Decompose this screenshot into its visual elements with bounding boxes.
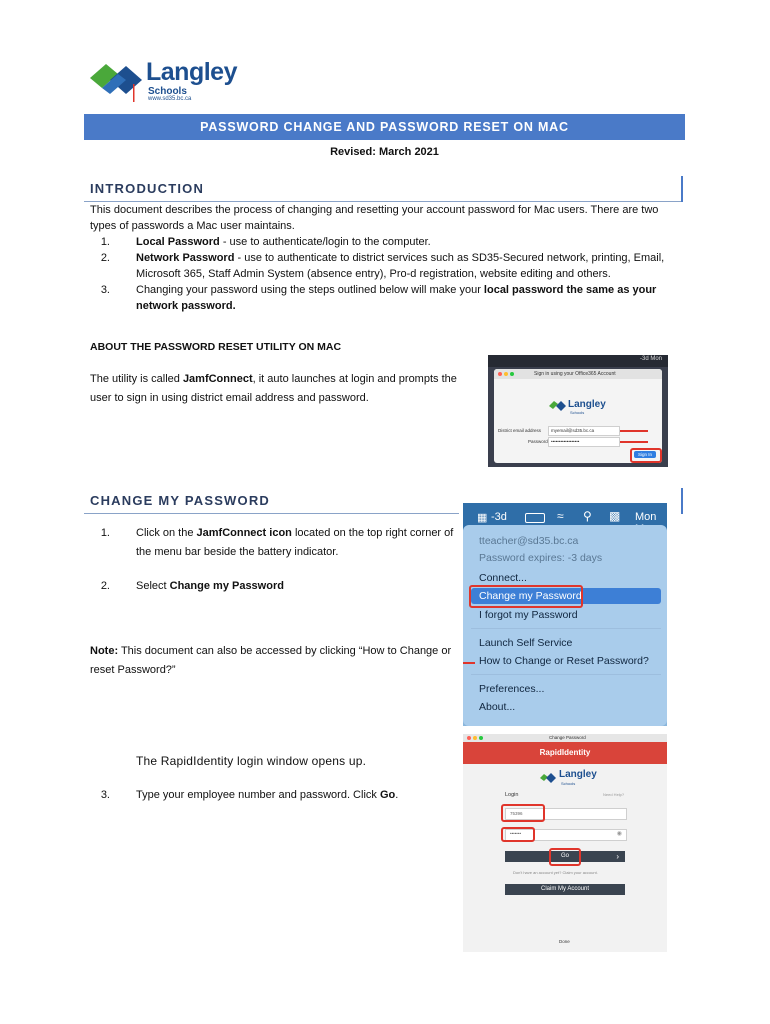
list-text: [136, 234, 696, 250]
dropdown-menu: [463, 525, 667, 726]
shot-logo-schools: Schools: [561, 781, 576, 786]
step-number: 1.: [100, 527, 110, 539]
signin-window: [494, 369, 662, 463]
langley-logo: [88, 58, 248, 104]
step-pre: Type your employee number and password. Click: [136, 789, 380, 801]
email-field[interactable]: [548, 426, 620, 436]
rapididentity-screenshot: [463, 734, 667, 952]
jamf-menu-screenshot: [463, 503, 667, 726]
menubar-badge: -3d: [491, 511, 507, 523]
note-paragraph: [90, 642, 460, 680]
step-bold: Go: [379, 789, 396, 801]
list-bold: Local Password: [136, 236, 220, 248]
step-pre: Click on the: [136, 527, 197, 539]
document-title: PASSWORD CHANGE AND PASSWORD RESET ON MAC: [84, 114, 685, 140]
about-pre: The utility is called: [90, 373, 183, 385]
menu-how-to[interactable]: How to Change or Reset Password?: [479, 655, 649, 667]
wifi-icon: ≈: [557, 509, 564, 523]
zoom-icon[interactable]: [479, 736, 483, 740]
langley-mark-icon: [539, 772, 559, 784]
close-icon[interactable]: [467, 736, 471, 740]
window-titlebar: [494, 369, 662, 379]
window-title: Sign in using your Office365 Account: [534, 371, 616, 377]
red-arrow: [463, 662, 475, 664]
minimize-icon[interactable]: [504, 372, 508, 376]
password-value: •••••••: [510, 831, 522, 836]
menu-self-service[interactable]: Launch Self Service: [479, 637, 573, 649]
red-arrow: [620, 441, 648, 443]
done-button[interactable]: Done: [559, 939, 570, 944]
intro-heading: INTRODUCTION: [90, 181, 205, 196]
menu-about[interactable]: About...: [479, 701, 516, 713]
no-account-link[interactable]: Don't have an account yet? Claim your account.: [513, 870, 598, 875]
eye-icon[interactable]: ◉: [616, 831, 622, 837]
password-field[interactable]: [548, 437, 620, 447]
red-arrow: [620, 430, 648, 432]
minimize-icon[interactable]: [473, 736, 477, 740]
list-number: 1.: [100, 236, 110, 248]
menu-forgot-password[interactable]: I forgot my Password: [479, 609, 578, 621]
rapididentity-header: RapidIdentity: [463, 742, 667, 764]
menu-preferences[interactable]: Preferences...: [479, 683, 545, 695]
list-bold: Network Password: [136, 252, 235, 264]
highlight-box: [469, 585, 583, 608]
note-rest: This document can also be accessed by clicking “How to Change or reset Password?”: [90, 645, 452, 676]
step-bold: Change my Password: [169, 580, 284, 592]
window-title: Change Password: [549, 735, 586, 740]
email-value: myemail@sd35.bc.ca: [551, 428, 595, 433]
note-bold: Note:: [90, 645, 119, 657]
control-center-icon[interactable]: ▩: [609, 509, 621, 523]
zoom-icon[interactable]: [510, 372, 514, 376]
menu-separator: [471, 674, 661, 675]
section-rule: [84, 513, 459, 514]
menu-connect[interactable]: Connect...: [479, 572, 527, 584]
section-tick: [681, 488, 683, 514]
step-text: [136, 524, 458, 562]
list-rest: - use to authenticate/login to the computer.: [219, 236, 431, 248]
chevron-right-icon: ›: [616, 852, 619, 861]
list-text: [136, 250, 696, 282]
revised-date: Revised: March 2021: [330, 146, 439, 158]
step-bold: JamfConnect icon: [196, 527, 292, 539]
login-label: Login: [505, 792, 519, 798]
menubar: [488, 355, 668, 367]
search-icon[interactable]: ⚲: [583, 509, 592, 523]
logo-url: www.sd35.bc.ca: [148, 96, 192, 102]
list-bold: local password the same as your network password.: [136, 284, 657, 312]
step-text: [136, 787, 458, 803]
signin-button[interactable]: Sign In: [634, 451, 656, 458]
window-titlebar: [463, 734, 667, 742]
shot-logo-schools: Schools: [570, 410, 585, 415]
menubar-text: -3d Mon: [639, 356, 662, 362]
shot-logo-word: Langley: [559, 769, 597, 780]
about-paragraph: [90, 370, 476, 408]
logo-wordmark: Langley: [146, 58, 237, 86]
list-rest: - use to authenticate to district services such as SD35-Secured network, printing, Email, Microsoft 365, Staff Admin System (absence entry), Pro-d registration, website editing and others.: [136, 252, 665, 280]
list-number: 3.: [100, 284, 110, 296]
menu-email: tteacher@sd35.bc.ca: [479, 535, 579, 547]
claim-account-button[interactable]: Claim My Account: [505, 884, 625, 895]
username-value: 75396: [510, 811, 523, 816]
need-help-link[interactable]: Need Help?: [603, 792, 625, 797]
highlight-box: [501, 827, 535, 842]
section-tick: [681, 176, 683, 202]
about-heading: ABOUT THE PASSWORD RESET UTILITY ON MAC: [90, 341, 342, 353]
step-text: [136, 578, 458, 594]
step-3: [90, 787, 460, 807]
about-post: , it auto launches at login and prompts the user to sign in using district email address and password.: [90, 373, 457, 404]
shot-logo-word: Langley: [568, 399, 606, 410]
highlight-box: [549, 848, 581, 866]
list-number: 2.: [100, 252, 110, 264]
menu-separator: [471, 628, 661, 629]
step-1: [90, 524, 460, 564]
email-label: District email address: [498, 428, 542, 433]
step-post: .: [395, 789, 399, 801]
logo-mark-icon: [88, 58, 144, 104]
menu-expires: Password expires: -3 days: [479, 552, 603, 564]
step-2: [90, 578, 460, 598]
about-bold: JamfConnect: [182, 373, 253, 385]
battery-icon: [525, 513, 545, 523]
step-pre: Select: [136, 580, 170, 592]
password-value: ••••••••••••••••••: [551, 439, 580, 444]
jamf-signin-screenshot: [488, 355, 668, 467]
close-icon[interactable]: [498, 372, 502, 376]
intro-list: [90, 234, 690, 314]
highlight-box: [501, 804, 545, 822]
list-text: [136, 282, 696, 314]
step-number: 2.: [100, 580, 110, 592]
password-label: Password: [528, 439, 548, 444]
step-number: 3.: [100, 789, 110, 801]
rapid-opens-text: The RapidIdentity login window opens up.: [136, 754, 367, 768]
logo-schools: Schools: [148, 86, 187, 97]
go-label: Go: [560, 853, 569, 859]
intro-paragraph: This document describes the process of changing and resetting your account password for Mac users. There are two types of passwords a Mac user maintains.: [90, 204, 659, 232]
menubar-day: Mon: [635, 511, 657, 523]
list-pre: Changing your password using the steps outlined below will make your: [136, 284, 484, 296]
menu-change-password[interactable]: Change my Password: [479, 590, 582, 602]
jamf-connect-icon[interactable]: ▦: [477, 512, 488, 524]
change-heading: CHANGE MY PASSWORD: [90, 493, 271, 508]
langley-mark-icon: [548, 399, 570, 413]
step-post: located on the top right corner of the menu bar beside the battery indicator.: [136, 527, 454, 558]
